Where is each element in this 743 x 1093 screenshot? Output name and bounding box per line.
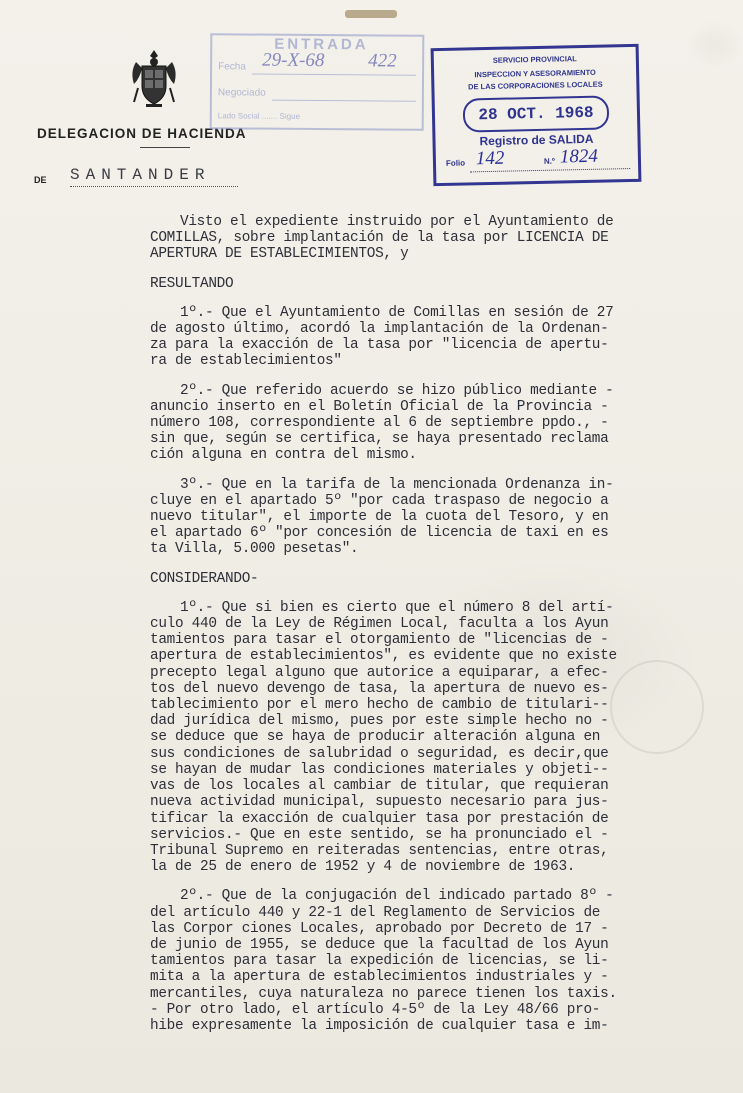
stamp-line-3: DE LAS CORPORACIONES LOCALES xyxy=(468,79,603,92)
text-line: nuevo titular", el importe de la cuota del Tesoro, y en xyxy=(150,509,609,526)
city-prefix: DE xyxy=(34,175,47,185)
text-line: tos del nuevo devengo de tasa, la apertura de nuevo es- xyxy=(150,680,609,697)
text-line: ción alguna en contra del mismo. xyxy=(150,447,417,464)
stamp-folio-label: Folio xyxy=(445,158,466,168)
intro-paragraph xyxy=(150,214,695,263)
text-line: APERTURA DE ESTABLECIMIENTOS, y xyxy=(150,246,409,263)
stamp-line xyxy=(252,74,416,76)
stamp-line xyxy=(272,100,416,102)
paper-stain xyxy=(685,20,743,70)
text-line: precepto legal alguno que autorice a equiparar, a efec- xyxy=(150,664,609,681)
text-line: za para la exacción de la tasa por "licencia de apertu- xyxy=(150,337,609,354)
text-line: dad jurídica del mismo, pues por este simple hecho no - xyxy=(150,713,609,730)
text-line: la de 25 de enero de 1952 y 4 de noviembre de 1963. xyxy=(150,859,576,876)
text-line: 1º.- Que si bien es cierto que el número 8 del artí- xyxy=(180,599,614,616)
text-line: mercantiles, cuya naturaleza no parece tienen los taxis. xyxy=(150,985,617,1002)
text-line: 1º.- Que el Ayuntamiento de Comillas en sesión de 27 xyxy=(180,304,614,321)
coat-of-arms-icon xyxy=(128,48,180,110)
text-line: nueva actividad municipal, supuesto necesario para jus- xyxy=(150,794,609,811)
city-underline xyxy=(70,186,238,187)
text-line: sus condiciones de salubridad o seguridad, es decir,que xyxy=(150,745,609,762)
text-line: sin que, según se certifica, se haya presentado reclama xyxy=(150,431,609,448)
entrada-stamp-fecha-label: Fecha xyxy=(218,61,246,73)
text-line: COMILLAS, sobre implantación de la tasa por LICENCIA DE xyxy=(150,230,609,247)
divider xyxy=(140,147,190,148)
text-line: culo 440 de la Ley de Régimen Local, faculta a los Ayun xyxy=(150,616,609,633)
text-line: tificar la exacción de cualquier tasa por prestación de xyxy=(150,810,609,827)
text-line: tablecimiento por el mero hecho de cambio de titulari-- xyxy=(150,697,609,714)
stamp-number-value: 1824 xyxy=(559,145,599,168)
resultando-3-paragraph xyxy=(150,477,695,558)
office-title: DELEGACION DE HACIENDA xyxy=(37,126,247,141)
entrada-stamp-title: ENTRADA xyxy=(274,35,369,54)
text-line: apertura de establecimientos", es evidente que no existe xyxy=(150,648,617,665)
stamp-line-2: INSPECCION Y ASESORAMIENTO xyxy=(474,67,596,80)
text-line: Tribunal Supremo en reiteradas sentencias, entre otras, xyxy=(150,842,609,859)
text-line: - Por otro lado, el artículo 4-5º de la Ley 48/66 pro- xyxy=(150,1001,601,1018)
text-line: tamientos para tasar la expedición de licencias, se li- xyxy=(150,953,609,970)
stamp-number-label: N.º xyxy=(543,156,555,166)
stamp-folio-value: 142 xyxy=(475,147,505,170)
city-name: SANTANDER xyxy=(70,166,211,184)
resultando-2-paragraph xyxy=(150,383,695,464)
text-line: se hayan de mudar las condiciones materiales y objeti-- xyxy=(150,761,609,778)
stamp-date: 28 OCT. 1968 xyxy=(463,95,610,132)
text-line: se deduce que se haya de producir alteración alguna en xyxy=(150,729,601,746)
staple-mark xyxy=(345,10,397,18)
text-line: de junio de 1955, se deduce que la facultad de los Ayun xyxy=(150,936,609,953)
resultando-1-paragraph xyxy=(150,305,695,370)
text-line: ta Villa, 5.000 pesetas". xyxy=(150,541,359,558)
text-line: Visto el expediente instruido por el Ayuntamiento de xyxy=(180,214,614,230)
considerando-heading: CONSIDERANDO- xyxy=(150,570,259,587)
servicio-provincial-stamp xyxy=(431,44,642,186)
text-line: anuncio inserto en el Boletín Oficial de la Provincia - xyxy=(150,398,609,415)
entrada-stamp xyxy=(210,33,425,130)
text-line: ra de establecimientos" xyxy=(150,353,342,370)
text-line: 3º.- Que en la tarifa de la mencionada Ordenanza in- xyxy=(180,476,614,493)
entrada-stamp-footer: Lado Social ....... Sigue xyxy=(217,111,301,121)
text-line: el apartado 6º "por concesión de licencia de taxi en es xyxy=(150,525,609,542)
text-line: mita a la apertura de establecimientos industriales y - xyxy=(150,969,609,986)
handwritten-date: 29-X-68 xyxy=(262,49,325,72)
resultando-heading: RESULTANDO xyxy=(150,275,234,292)
considerando-2-paragraph xyxy=(150,888,695,1034)
text-line: cluye en el apartado 5º "por cada traspaso de negocio a xyxy=(150,492,609,509)
stamp-registro: Registro de SALIDA xyxy=(479,131,594,149)
text-line: 2º.- Que referido acuerdo se hizo público mediante - xyxy=(180,382,614,399)
text-line: vas de los locales al cambiar de titular, que requieran xyxy=(150,778,609,795)
handwritten-number: 422 xyxy=(368,50,397,72)
document-body xyxy=(150,214,695,1034)
text-line: del artículo 440 y 22-1 del Reglamento de Servicios de xyxy=(150,904,601,921)
considerando-1-paragraph xyxy=(150,600,695,875)
text-line: tamientos para tasar el otorgamiento de "licencias de - xyxy=(150,632,609,649)
stamp-line-1: SERVICIO PROVINCIAL xyxy=(492,54,577,65)
text-line: número 108, correspondiente al 6 de septiembre ppdo., - xyxy=(150,415,609,432)
text-line: hibe expresamente la imposición de cualquier tasa e im- xyxy=(150,1017,609,1034)
entrada-stamp-negociado-label: Negociado xyxy=(217,87,266,99)
text-line: servicios.- Que en este sentido, se ha pronunciado el - xyxy=(150,826,609,843)
text-line: las Corpor ciones Locales, aprobado por Decreto de 17 - xyxy=(150,920,609,937)
text-line: 2º.- Que de la conjugación del indicado partado 8º - xyxy=(180,888,614,905)
text-line: de agosto último, acordó la implantación de la Ordenan- xyxy=(150,321,609,338)
